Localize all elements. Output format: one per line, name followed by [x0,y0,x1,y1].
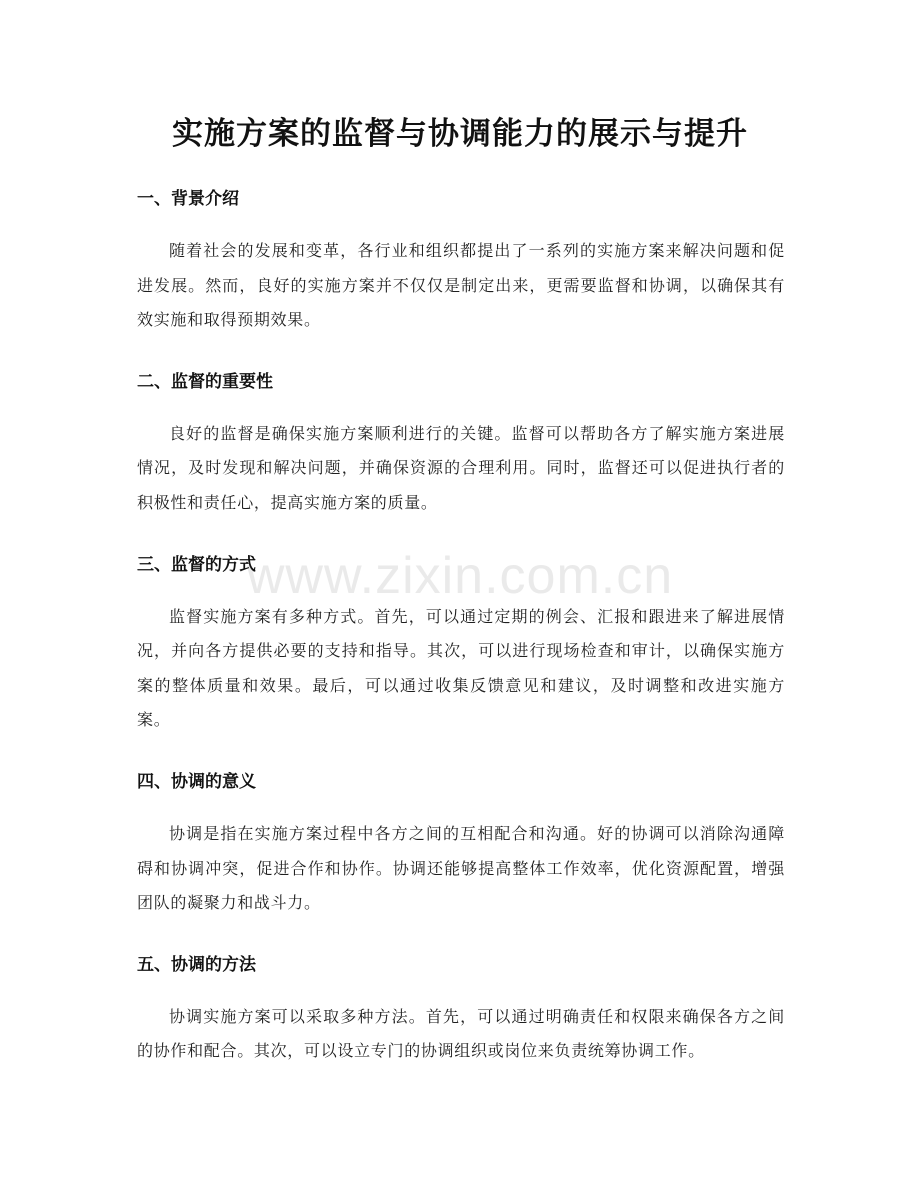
section-background [137,186,785,338]
section-coordination-meaning [137,769,785,921]
section-coordination-methods [137,952,785,1069]
section-paragraph: 随着社会的发展和变革，各行业和组织都提出了一系列的实施方案来解决问题和促进发展。然而，良好的实施方案并不仅仅是制定出来，更需要监督和协调，以确保其有效实施和取得预期效果。 [137,241,785,330]
section-heading: 五、协调的方法 [137,954,256,975]
section-heading: 四、协调的意义 [137,771,256,792]
section-supervision-methods [137,552,785,738]
document-body [137,186,785,1100]
section-paragraph: 良好的监督是确保实施方案顺利进行的关键。监督可以帮助各方了解实施方案进展情况，及时发现和解决问题，并确保资源的合理利用。同时，监督还可以促进执行者的积极性和责任心，提高实施方案的质量。 [137,423,785,512]
section-heading: 二、监督的重要性 [137,371,273,392]
section-supervision-importance [137,369,785,521]
section-heading: 三、监督的方式 [137,554,256,575]
section-heading: 一、背景介绍 [137,189,239,209]
page-title: 实施方案的监督与协调能力的展示与提升 [172,116,748,152]
section-paragraph: 监督实施方案有多种方式。首先，可以通过定期的例会、汇报和跟进来了解进展情况，并向各方提供必要的支持和指导。其次，可以进行现场检查和审计，以确保实施方案的整体质量和效果。最后，可以通过收集反馈意见和建议，及时调整和改进实施方案。 [137,606,785,730]
section-paragraph: 协调是指在实施方案过程中各方之间的互相配合和沟通。好的协调可以消除沟通障碍和协调冲突，促进合作和协作。协调还能够提高整体工作效率，优化资源配置，增强团队的凝聚力和战斗力。 [137,823,785,913]
section-paragraph: 协调实施方案可以采取多种方法。首先，可以通过明确责任和权限来确保各方之间的协作和配合。其次，可以设立专门的协调组织或岗位来负责统筹协调工作。 [137,1006,785,1061]
watermark: www.zixin.com.cn [246,547,674,605]
